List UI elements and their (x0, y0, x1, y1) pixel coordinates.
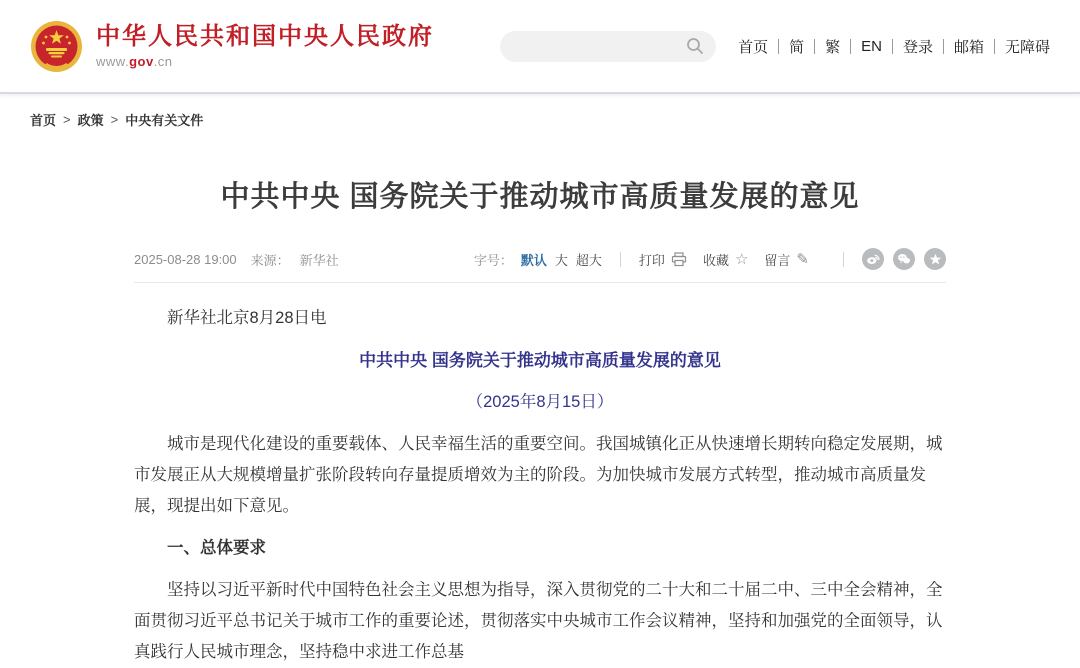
document-date: （2025年8月15日） (466, 393, 614, 411)
breadcrumb-central-documents[interactable]: 中央有关文件 (125, 113, 204, 128)
section-heading: 一、总体要求 (167, 539, 266, 557)
site-name: 中华人民共和国中央人民政府 (96, 23, 434, 51)
breadcrumb-policy[interactable]: 政策 (77, 113, 104, 128)
nav-mail[interactable]: 邮箱 (953, 38, 984, 56)
nav-login[interactable]: 登录 (902, 38, 933, 56)
paragraph: 城市是现代化建设的重要载体、人民幸福生活的重要空间。我国城镇化正从快速增长期转向稳定发展期，城市发展正从大规模增量扩张阶段转向存量提质增效为主的阶段。为加快城市发展方式转型，推动城市高质量发展，现提出如下意见。 (134, 435, 943, 515)
nav-home[interactable]: 首页 (738, 38, 769, 56)
nav-divider (778, 39, 779, 54)
breadcrumb (0, 94, 1080, 139)
breadcrumb-home[interactable]: 首页 (30, 113, 57, 128)
top-nav (738, 36, 1050, 57)
font-size-large-button[interactable]: 大 (554, 252, 568, 268)
nav-traditional[interactable]: 繁 (825, 38, 841, 56)
printer-icon (671, 252, 687, 267)
page-title: 中共中央 国务院关于推动城市高质量发展的意见 (220, 181, 860, 213)
breadcrumb-separator: > (63, 112, 71, 127)
favorite-button[interactable]: 收藏 ☆ (702, 251, 749, 268)
star-share-icon[interactable] (924, 248, 946, 270)
article-meta-row (134, 248, 946, 270)
article-container (134, 174, 946, 668)
font-size-default-button[interactable]: 默认 (520, 252, 547, 268)
article-body (134, 303, 946, 668)
toolbar-divider (843, 252, 844, 267)
pencil-icon: ✎ (796, 251, 809, 268)
source-label: 来源： (250, 252, 290, 268)
document-title: 中共中央 国务院关于推动城市高质量发展的意见 (359, 351, 721, 370)
meta-divider (134, 282, 946, 283)
nav-divider (814, 39, 815, 54)
search-input[interactable] (516, 38, 686, 54)
share-group (862, 248, 946, 270)
national-emblem-icon (30, 20, 83, 73)
nav-english[interactable]: EN (861, 37, 882, 55)
breadcrumb-separator: > (110, 112, 119, 127)
font-size-label: 字号： (473, 252, 513, 268)
dateline: 新华社北京8月28日电 (167, 309, 327, 327)
nav-simplified[interactable]: 简 (789, 38, 805, 56)
site-header (0, 0, 1080, 94)
site-brand[interactable] (30, 20, 434, 73)
print-button[interactable]: 打印 (639, 250, 687, 269)
search-box[interactable] (500, 31, 716, 62)
toolbar-divider (620, 252, 621, 267)
star-outline-icon: ☆ (734, 251, 749, 268)
nav-divider (850, 39, 851, 54)
article-meta (134, 250, 339, 269)
wechat-share-icon[interactable] (893, 248, 915, 270)
font-size-xlarge-button[interactable]: 超大 (575, 252, 602, 268)
brand-text (96, 23, 434, 69)
weibo-share-icon[interactable] (862, 248, 884, 270)
article-toolbar (474, 248, 946, 270)
paragraph: 坚持以习近平新时代中国特色社会主义思想为指导，深入贯彻党的二十大和二十届二中、三中全会精神，全面贯彻习近平总书记关于城市工作的重要论述，贯彻落实中央城市工作会议精神，坚持和加强党的全面领导，认真践行人民城市理念，坚持稳中求进工作总基 (134, 581, 943, 661)
nav-divider (943, 39, 944, 54)
nav-divider (994, 39, 995, 54)
site-url[interactable]: www.gov.cn (96, 53, 173, 69)
publish-datetime: 2025-08-28 19:00 (134, 251, 237, 267)
source-value[interactable]: 新华社 (299, 252, 339, 268)
search-icon[interactable] (686, 37, 704, 55)
nav-accessibility[interactable]: 无障碍 (1004, 38, 1050, 56)
comment-button[interactable]: 留言 ✎ (764, 251, 809, 268)
nav-divider (892, 39, 893, 54)
